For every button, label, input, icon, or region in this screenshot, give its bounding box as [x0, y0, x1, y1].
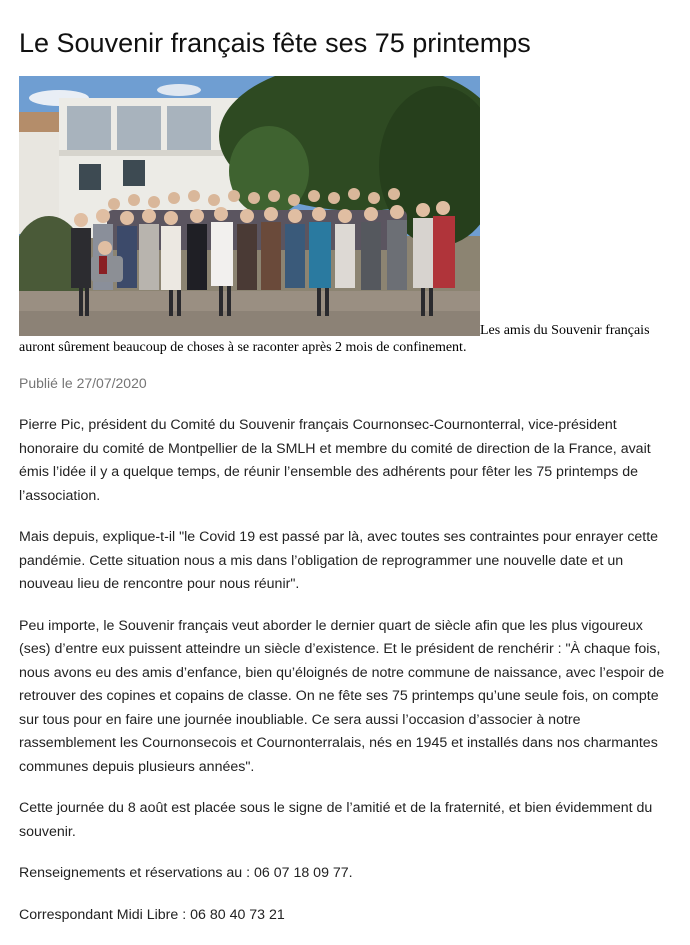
paragraph: Renseignements et réservations au : 06 07 18 09 77. [19, 865, 353, 881]
paragraph: Correspondant Midi Libre : 06 80 40 73 21 [19, 906, 285, 923]
group-photo [19, 76, 480, 336]
publication-date: Publié le 27/07/2020 [19, 375, 147, 391]
paragraph: Cette journée du 8 août est placée sous le signe de l’amitié et de la fraternité, et bien évidemment du souvenir. [19, 800, 653, 840]
paragraph: Pierre Pic, président du Comité du Souvenir français Cournonsec-Cournonterral, vice-président honoraire du comité de Montpellier de la SMLH et membre du comité de direction de la France, avait émis l’idée il y a quelque temps, de réunir l’ensemble des adhérents pour fêter les 75 printemps de l’association. [19, 417, 651, 504]
paragraph: Peu importe, le Souvenir français veut aborder le dernier quart de siècle afin que les plus vigoureux (ses) d’entre eux puissent atteindre un siècle d’existence. Et le président de renchérir : "À chaque fois, nous avons eu des amis d’enfance, bien qu’éloignés de notre commune de naissance, avec l’espoir de retrouver des copines et copains de classe. On ne fête ses 75 printemps qu’une seule fois, on compte sur tous pour en faire une journée inoubliable. Ce sera aussi l’occasion d’associer à notre rassemblement les Cournonsecois et Cournonterralais, nés en 1945 et installés dans nos charmantes communes depuis plusieurs années". [19, 617, 665, 775]
article-body [19, 414, 669, 945]
paragraph: Mais depuis, explique-t-il "le Covid 19 est passé par là, avec toutes ses contraintes pour enrayer cette pandémie. Cette situation nous a mis dans l’obligation de reprogrammer une nouvelle date et un nouveau lieu de rencontre pour nous réunir". [19, 529, 659, 592]
group-photo-illustration [19, 76, 480, 336]
photo-caption: Les amis du Souvenir français auront sûrement beaucoup de choses à se raconter après 2 mois de confinement. [19, 323, 650, 355]
article-title: Le Souvenir français fête ses 75 printemps [19, 28, 531, 58]
